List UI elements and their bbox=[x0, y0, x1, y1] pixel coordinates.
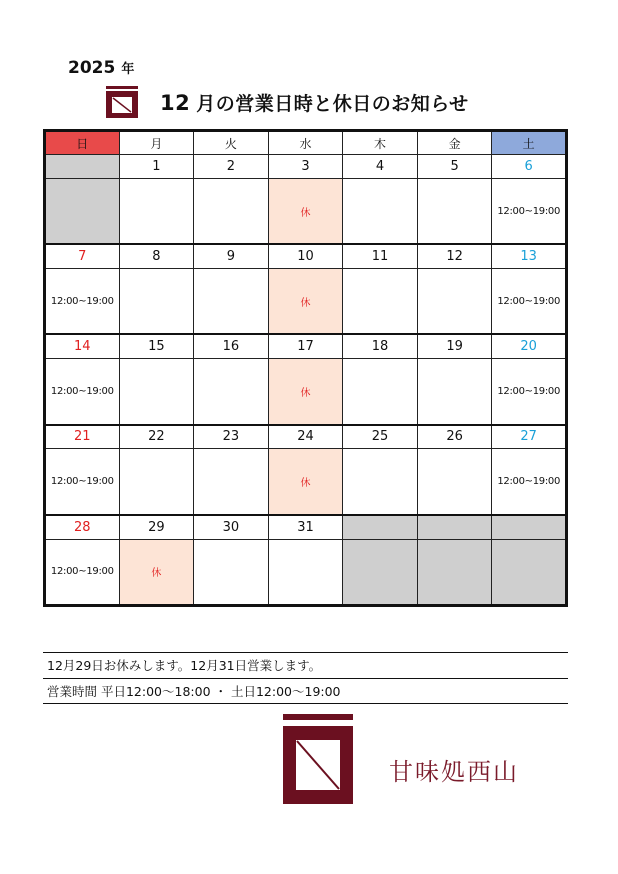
day-cell bbox=[417, 449, 492, 515]
status-row bbox=[45, 449, 567, 515]
date-cell: 17 bbox=[268, 334, 343, 358]
business-hours-cell: 12:00~19:00 bbox=[492, 178, 567, 244]
date-cell: 22 bbox=[119, 425, 194, 449]
weekday-header: 日 bbox=[45, 131, 120, 155]
day-cell bbox=[194, 539, 269, 605]
day-cell bbox=[119, 178, 194, 244]
notice-text: 営業時間 平日12:00～18:00 ・ 土日12:00～19:00 bbox=[47, 684, 341, 699]
day-cell bbox=[417, 269, 492, 335]
empty-cell bbox=[45, 178, 120, 244]
date-cell: 6 bbox=[492, 155, 567, 179]
date-cell: 28 bbox=[45, 515, 120, 539]
date-cell: 15 bbox=[119, 334, 194, 358]
closed-day-cell: 休 bbox=[268, 449, 343, 515]
date-row bbox=[45, 425, 567, 449]
date-cell bbox=[492, 515, 567, 539]
day-cell bbox=[194, 359, 269, 425]
status-row bbox=[45, 539, 567, 605]
empty-cell bbox=[492, 539, 567, 605]
date-cell: 24 bbox=[268, 425, 343, 449]
day-cell bbox=[119, 269, 194, 335]
date-cell: 2 bbox=[194, 155, 269, 179]
date-cell: 12 bbox=[417, 244, 492, 268]
date-cell: 23 bbox=[194, 425, 269, 449]
date-row bbox=[45, 155, 567, 179]
business-hours-cell: 12:00~19:00 bbox=[492, 449, 567, 515]
status-row bbox=[45, 269, 567, 335]
date-cell: 29 bbox=[119, 515, 194, 539]
empty-cell bbox=[417, 539, 492, 605]
date-cell: 11 bbox=[343, 244, 418, 268]
calendar-body bbox=[45, 155, 567, 606]
date-row bbox=[45, 515, 567, 539]
business-hours-cell: 12:00~19:00 bbox=[45, 539, 120, 605]
business-hours-cell: 12:00~19:00 bbox=[45, 359, 120, 425]
year-unit: 年 bbox=[121, 62, 135, 77]
date-cell bbox=[417, 515, 492, 539]
status-row bbox=[45, 359, 567, 425]
diagonal-box-logo-icon bbox=[106, 86, 138, 118]
day-cell bbox=[194, 269, 269, 335]
notice-text: 12月29日お休みします。12月31日営業します。 bbox=[47, 658, 322, 673]
notice-line bbox=[43, 678, 568, 704]
date-cell: 26 bbox=[417, 425, 492, 449]
day-cell bbox=[119, 359, 194, 425]
notice-section bbox=[43, 652, 568, 704]
date-cell: 18 bbox=[343, 334, 418, 358]
date-row bbox=[45, 334, 567, 358]
date-cell: 5 bbox=[417, 155, 492, 179]
weekday-header: 水 bbox=[268, 131, 343, 155]
year-heading bbox=[68, 58, 134, 78]
closed-day-cell: 休 bbox=[268, 178, 343, 244]
weekday-header: 金 bbox=[417, 131, 492, 155]
closed-day-cell: 休 bbox=[268, 359, 343, 425]
date-cell: 10 bbox=[268, 244, 343, 268]
date-cell: 7 bbox=[45, 244, 120, 268]
date-cell: 21 bbox=[45, 425, 120, 449]
date-cell: 8 bbox=[119, 244, 194, 268]
diagonal-box-logo-icon bbox=[283, 714, 353, 804]
business-hours-cell: 12:00~19:00 bbox=[492, 269, 567, 335]
title-text: 月の営業日時と休日のお知らせ bbox=[196, 93, 469, 115]
date-cell: 19 bbox=[417, 334, 492, 358]
business-hours-cell: 12:00~19:00 bbox=[45, 449, 120, 515]
day-cell bbox=[417, 178, 492, 244]
weekday-header: 火 bbox=[194, 131, 269, 155]
weekday-header-row bbox=[45, 131, 567, 155]
date-cell: 9 bbox=[194, 244, 269, 268]
date-row bbox=[45, 244, 567, 268]
day-cell bbox=[343, 359, 418, 425]
status-row bbox=[45, 178, 567, 244]
month-number: 12 bbox=[160, 91, 191, 115]
date-cell: 30 bbox=[194, 515, 269, 539]
weekday-header: 土 bbox=[492, 131, 567, 155]
day-cell bbox=[268, 539, 343, 605]
date-cell: 27 bbox=[492, 425, 567, 449]
date-cell: 20 bbox=[492, 334, 567, 358]
date-cell bbox=[343, 515, 418, 539]
date-cell: 31 bbox=[268, 515, 343, 539]
date-cell bbox=[45, 155, 120, 179]
day-cell bbox=[119, 449, 194, 515]
notice-line bbox=[43, 652, 568, 678]
date-cell: 3 bbox=[268, 155, 343, 179]
shop-name: 甘味処西山 bbox=[389, 758, 519, 786]
weekday-header: 木 bbox=[343, 131, 418, 155]
day-cell bbox=[343, 269, 418, 335]
page-title bbox=[160, 89, 469, 116]
day-cell bbox=[194, 178, 269, 244]
empty-cell bbox=[343, 539, 418, 605]
closed-day-cell: 休 bbox=[119, 539, 194, 605]
date-cell: 16 bbox=[194, 334, 269, 358]
date-cell: 13 bbox=[492, 244, 567, 268]
business-hours-cell: 12:00~19:00 bbox=[45, 269, 120, 335]
closed-day-cell: 休 bbox=[268, 269, 343, 335]
date-cell: 25 bbox=[343, 425, 418, 449]
year-value: 2025 bbox=[68, 58, 116, 78]
date-cell: 4 bbox=[343, 155, 418, 179]
day-cell bbox=[343, 449, 418, 515]
business-calendar bbox=[43, 129, 568, 607]
day-cell bbox=[194, 449, 269, 515]
business-hours-cell: 12:00~19:00 bbox=[492, 359, 567, 425]
day-cell bbox=[417, 359, 492, 425]
date-cell: 14 bbox=[45, 334, 120, 358]
day-cell bbox=[343, 178, 418, 244]
weekday-header: 月 bbox=[119, 131, 194, 155]
date-cell: 1 bbox=[119, 155, 194, 179]
